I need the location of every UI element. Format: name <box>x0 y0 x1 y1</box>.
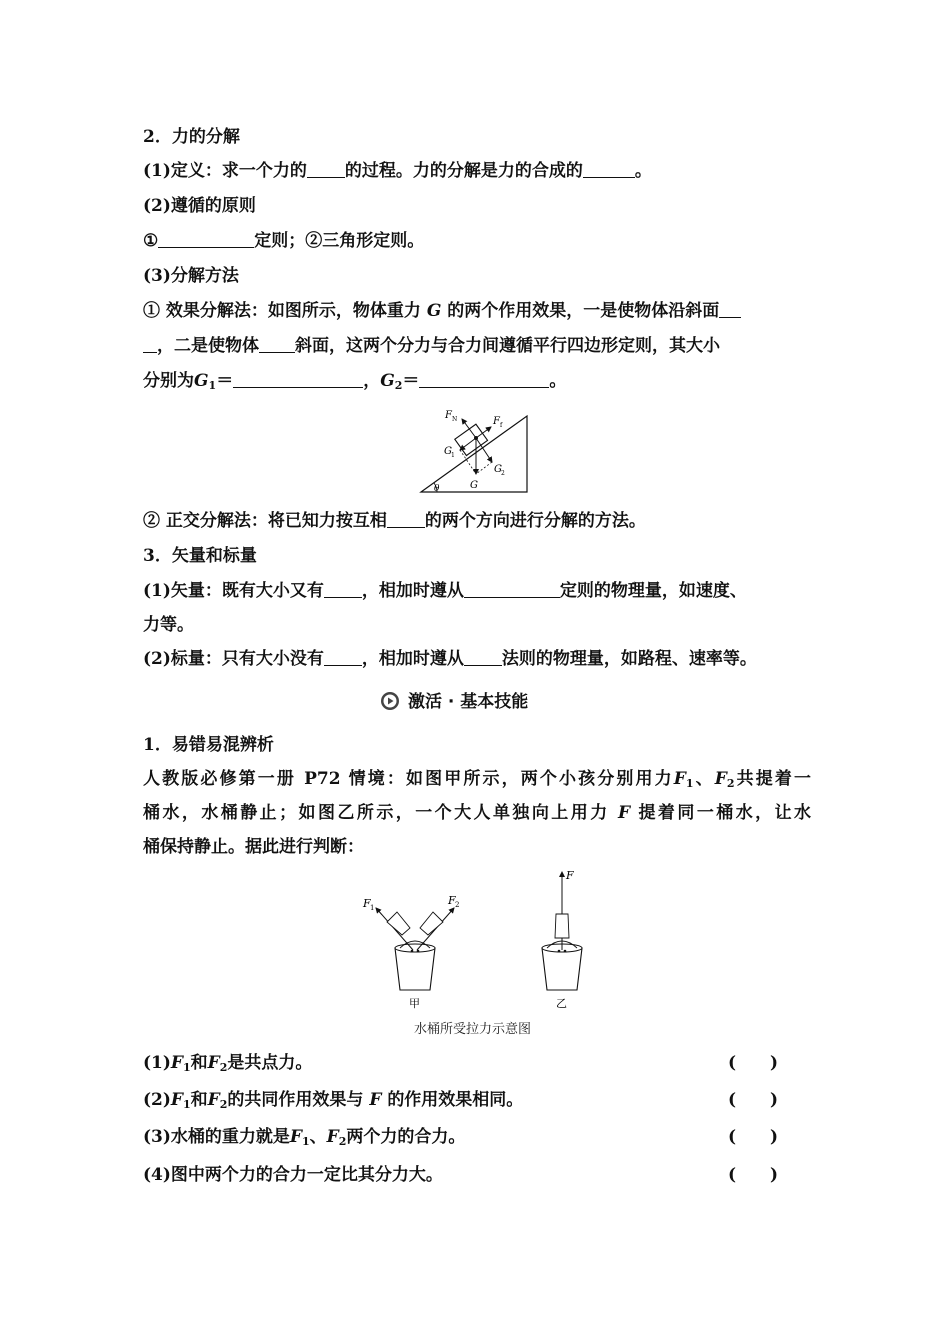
fill-blank[interactable] <box>158 231 254 248</box>
label-G1-sub: 1 <box>451 452 455 459</box>
fill-blank[interactable] <box>143 336 157 353</box>
method-label: (3)分解方法 <box>143 266 239 286</box>
play-circle-icon <box>380 691 400 711</box>
definition-middle: 的过程。力的分解是力的合成的 <box>344 161 583 181</box>
figure-caption: 水桶所受拉力示意图 <box>414 1022 532 1037</box>
symbol-F2: F <box>326 1127 339 1147</box>
definition-line <box>143 160 811 182</box>
vector-line-2: 力等。 <box>143 615 194 635</box>
fill-blank[interactable] <box>419 371 549 388</box>
bucket-jia <box>395 941 435 990</box>
section-banner <box>380 691 528 713</box>
question-number: (1) <box>143 1053 171 1073</box>
subscript: 1 <box>302 1135 310 1148</box>
orthogonal-method-line <box>143 510 811 532</box>
scalar-text-1: (2)标量：只有大小没有 <box>143 649 324 669</box>
question-text: 图中两个力的合力一定比其分力大。 <box>170 1165 443 1185</box>
question-1 <box>143 1052 811 1074</box>
effect-method-line-1 <box>143 300 811 322</box>
label-G2: G <box>494 464 502 475</box>
subscript: 1 <box>685 777 694 790</box>
subscript: 2 <box>219 1098 228 1111</box>
vector-text-2: ，相加时遵从 <box>361 581 464 601</box>
answer-paren[interactable]: ( ) <box>728 1090 779 1110</box>
label-FN: F <box>445 410 452 421</box>
label-G1: G <box>444 446 452 457</box>
subscript: 2 <box>219 1061 228 1074</box>
label-F2-sub: 2 <box>455 901 460 909</box>
vector-line <box>143 580 811 602</box>
question-text: 和 <box>190 1090 208 1110</box>
label-FN-sub: N <box>452 416 458 423</box>
effect-method-line-2 <box>143 335 811 357</box>
principle-text: 定则；②三角形定则。 <box>254 231 425 251</box>
question-text: 和 <box>190 1053 208 1073</box>
fill-blank[interactable] <box>464 581 560 598</box>
label-jia: 甲 <box>409 997 420 1010</box>
label-F1-sub: 1 <box>370 904 375 912</box>
practice-heading: 1．易错易混辨析 <box>143 735 274 755</box>
intro-text-1: 人教版必修第一册 P72 情境：如图甲所示，两个小孩分别用力 <box>143 769 674 789</box>
effect-text-1: ① 效果分解法：如图所示，物体重力 <box>143 301 421 321</box>
symbol-F1: F <box>170 1053 183 1073</box>
definition-prefix: (1)定义：求一个力的 <box>143 161 307 181</box>
subscript: 2 <box>726 777 735 790</box>
vector-text-1: (1)矢量：既有大小又有 <box>143 581 324 601</box>
vector-text-3: 定则的物理量，如速度、 <box>559 581 747 601</box>
intro-text-4: 提着同一桶水，让水 <box>638 803 812 823</box>
dashed-line <box>476 462 492 474</box>
question-text: 是共点力。 <box>227 1053 313 1073</box>
symbol-G: G <box>426 301 442 321</box>
ortho-text-1: ② 正交分解法：将已知力按互相 <box>143 511 387 531</box>
fill-blank[interactable] <box>259 336 295 353</box>
ortho-text-2: 的两个方向进行分解的方法。 <box>424 511 646 531</box>
fill-blank[interactable] <box>583 161 635 178</box>
fill-blank[interactable] <box>464 649 502 666</box>
right-hand <box>420 912 443 935</box>
section-2-heading: 2．力的分解 <box>143 127 240 147</box>
question-number: (4) <box>143 1165 171 1185</box>
equals-sign: ＝ <box>402 371 420 391</box>
question-text: 的共同作用效果与 <box>227 1090 364 1110</box>
label-F2: F <box>448 894 456 907</box>
symbol-F1: F <box>673 769 686 789</box>
label-Ff-sub: f <box>500 422 503 429</box>
section-3-heading: 3．矢量和标量 <box>143 546 257 566</box>
answer-paren[interactable]: ( ) <box>728 1127 779 1147</box>
label-theta: θ <box>434 484 440 494</box>
fill-blank[interactable] <box>233 371 363 388</box>
left-hand <box>387 912 410 935</box>
symbol-G2: G <box>380 371 395 391</box>
subscript: 2 <box>338 1135 347 1148</box>
symbol-F2: F <box>714 769 727 789</box>
fill-blank[interactable] <box>387 511 425 528</box>
symbol-F: F <box>369 1090 382 1110</box>
subscript: 1 <box>208 379 217 392</box>
period: 。 <box>549 371 567 391</box>
label-G2-sub: 2 <box>501 470 505 477</box>
scalar-text-3: 法则的物理量，如路程、速率等。 <box>501 649 757 669</box>
symbol-F1: F <box>170 1090 183 1110</box>
question-3 <box>143 1126 811 1148</box>
subscript: 1 <box>183 1098 191 1111</box>
symbol-F1: F <box>289 1127 302 1147</box>
effect-text-3: ，二是使物体 <box>157 336 259 356</box>
effect-text-4: 斜面，这两个分力与合力间遵循平行四边形定则，其大小 <box>295 336 720 356</box>
question-text: 的作用效果相同。 <box>387 1090 524 1110</box>
symbol-F2: F <box>207 1090 220 1110</box>
practice-intro-2 <box>143 802 811 824</box>
label-yi: 乙 <box>556 997 567 1010</box>
symbol-F2: F <box>207 1053 220 1073</box>
symbol-G1: G <box>194 371 209 391</box>
comma: ， <box>363 371 381 391</box>
circled-one: ① <box>143 231 159 251</box>
question-number: (3) <box>143 1127 171 1147</box>
symbol-F: F <box>618 803 631 823</box>
scalar-text-2: ，相加时遵从 <box>361 649 464 669</box>
answer-paren[interactable]: ( ) <box>728 1165 779 1185</box>
question-4 <box>143 1164 811 1186</box>
question-text: 两个力的合力。 <box>346 1127 466 1147</box>
intro-text-2: 共提着一 <box>734 769 812 789</box>
banner-title: 激活 · 基本技能 <box>408 692 529 712</box>
principle-line <box>143 230 811 252</box>
incline-force-diagram <box>415 402 537 496</box>
effect-text-5: 分别为 <box>143 371 194 391</box>
effect-text-2: 的两个作用效果，一是使物体沿斜面 <box>447 301 720 321</box>
bucket-force-diagram <box>360 866 590 1016</box>
definition-end: 。 <box>634 161 652 181</box>
label-F1: F <box>363 897 371 910</box>
fill-blank[interactable] <box>307 161 345 178</box>
fill-blank[interactable] <box>324 649 362 666</box>
separator: 、 <box>693 769 715 789</box>
label-F: F <box>566 869 574 882</box>
equals-sign: ＝ <box>216 371 234 391</box>
fill-blank[interactable] <box>324 581 362 598</box>
practice-intro-1 <box>143 768 811 790</box>
question-text: 水桶的重力就是 <box>170 1127 290 1147</box>
subscript: 2 <box>394 379 403 392</box>
block <box>455 424 488 455</box>
question-number: (2) <box>143 1090 171 1110</box>
single-hand <box>555 914 569 938</box>
label-Ff: F <box>493 416 500 427</box>
label-G: G <box>470 480 478 491</box>
principle-label: (2)遵循的原则 <box>143 196 256 216</box>
intro-text-3: 桶水，水桶静止；如图乙所示，一个大人单独向上用力 <box>143 803 610 823</box>
scalar-line <box>143 648 811 670</box>
question-text: 、 <box>309 1127 327 1147</box>
answer-paren[interactable]: ( ) <box>728 1053 779 1073</box>
practice-intro-3: 桶保持静止。据此进行判断： <box>143 837 364 857</box>
subscript: 1 <box>183 1061 191 1074</box>
effect-method-line-3 <box>143 370 811 392</box>
fill-blank[interactable] <box>719 301 741 318</box>
question-2 <box>143 1089 811 1111</box>
